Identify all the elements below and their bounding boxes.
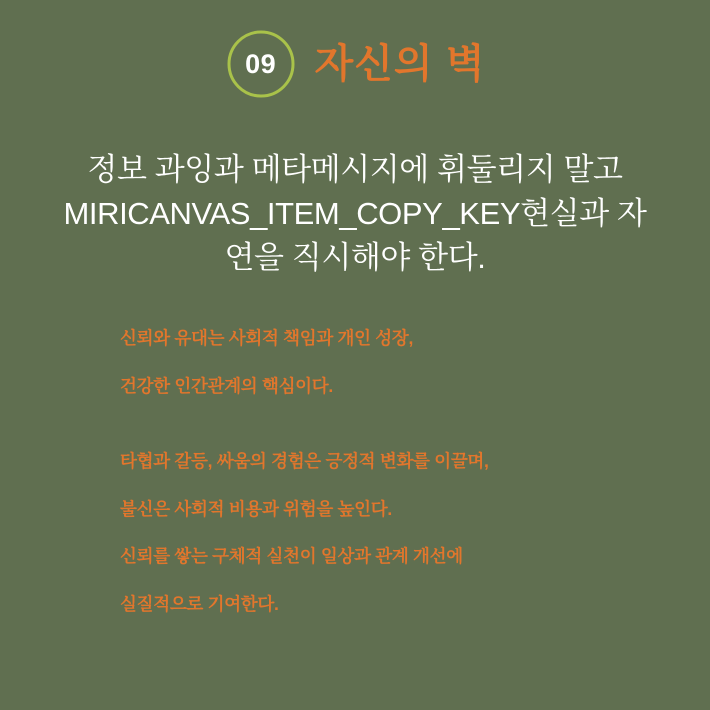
headline: [30, 148, 680, 280]
body-line: 불신은 사회적 비용과 위험을 높인다.: [120, 498, 392, 519]
page-title: 자신의 벽: [314, 42, 486, 86]
body-line: 신뢰를 쌓는 구체적 실천이 일상과 관계 개선에: [120, 546, 463, 566]
body-line: 건강한 인간관계의 핵심이다.: [120, 375, 333, 396]
header: [0, 14, 710, 114]
body-line: 실질적으로 기여한다.: [120, 593, 279, 614]
body-text: [120, 330, 660, 643]
body-block-2: [120, 453, 660, 613]
headline-line-2: MIRICANVAS_ITEM_COPY_KEY현실과 자: [63, 196, 647, 232]
body-block-1: [120, 330, 660, 395]
number-badge: [225, 28, 297, 100]
headline-line-3: 연을 직시해야 한다.: [224, 240, 486, 276]
slide-number: 09: [245, 48, 277, 79]
block-spacer: [120, 425, 660, 453]
headline-line-1: 정보 과잉과 메타메시지에 휘둘리지 말고: [87, 152, 623, 187]
body-line: 타협과 갈등, 싸움의 경험은 긍정적 변화를 이끌며,: [120, 451, 489, 471]
body-line: 신뢰와 유대는 사회적 책임과 개인 성장,: [120, 328, 414, 348]
